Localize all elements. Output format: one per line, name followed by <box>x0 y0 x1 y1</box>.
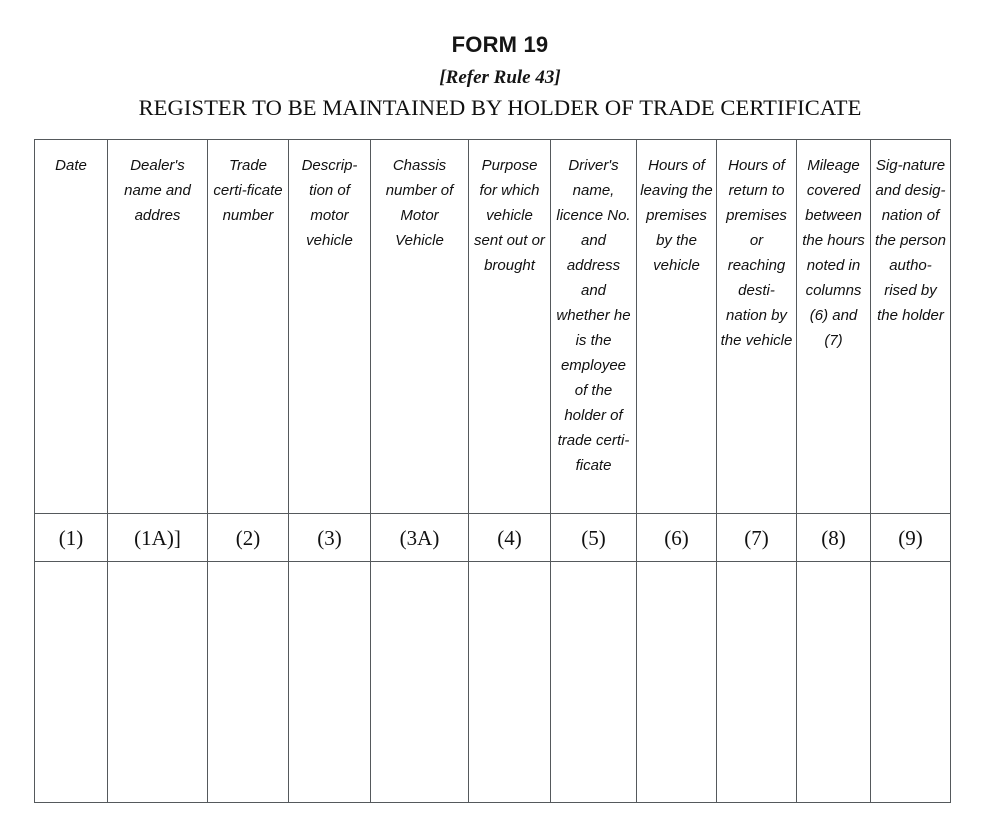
column-header-label: Hours of return to premises or reaching desti-nation by the vehicle <box>720 157 793 349</box>
column-header-dealer-name-address <box>108 140 208 514</box>
column-header-chassis-number <box>371 140 469 514</box>
title-block <box>0 0 1000 121</box>
column-header-date <box>35 140 108 514</box>
column-header-driver-details <box>551 140 637 514</box>
column-header-label: Mileage covered between the hours noted in columns (6) and (7) <box>802 157 865 349</box>
column-header-label: Dealer's name and addres <box>124 157 191 224</box>
column-number-label: (2) <box>235 525 261 550</box>
column-header-label: Sig-nature and desig-nation of the person autho-rised by the holder <box>875 157 946 324</box>
column-number-label: (7) <box>744 525 769 550</box>
column-number-cell <box>637 514 717 562</box>
entry-cell-chassis-number[interactable] <box>371 562 469 803</box>
entry-cell-date[interactable] <box>35 562 108 803</box>
entry-cell-driver-details[interactable] <box>551 562 637 803</box>
column-number-label: (6) <box>664 525 689 550</box>
column-number-label: (1A)] <box>134 525 181 550</box>
column-number-cell <box>717 514 797 562</box>
column-number-label: (3) <box>317 525 342 550</box>
column-number-label: (9) <box>898 525 923 550</box>
column-number-label: (4) <box>497 525 522 550</box>
entry-cell-description-of-motor-vehicle[interactable] <box>289 562 371 803</box>
column-number-cell <box>108 514 208 562</box>
column-header-label: Driver's name, licence No. and address and whether he is the employee of the holder of trade certi-ficate <box>556 157 631 474</box>
column-header-hours-of-return <box>717 140 797 514</box>
column-header-hours-of-leaving <box>637 140 717 514</box>
column-number-label: (1) <box>58 525 84 550</box>
column-header-label: Trade certi-ficate number <box>213 157 283 224</box>
refer-rule-subtitle: [Refer Rule 43] <box>439 67 561 88</box>
column-number-cell <box>208 514 289 562</box>
entry-cell-signature-designation[interactable] <box>871 562 951 803</box>
entry-cell-hours-of-leaving[interactable] <box>637 562 717 803</box>
column-header-label: Hours of leaving the premises by the vehicle <box>640 157 713 274</box>
table-column-number-row <box>35 514 951 562</box>
entry-cell-hours-of-return[interactable] <box>717 562 797 803</box>
column-number-label: (3A) <box>399 525 440 550</box>
column-number-cell <box>35 514 108 562</box>
column-header-label: Date <box>55 157 87 174</box>
column-number-cell <box>371 514 469 562</box>
column-header-trade-certificate-number <box>208 140 289 514</box>
entry-cell-mileage-covered[interactable] <box>797 562 871 803</box>
column-number-cell <box>797 514 871 562</box>
column-header-label: Purpose for which vehicle sent out or brought <box>474 157 545 274</box>
column-header-label: Chassis number of Motor Vehicle <box>385 157 454 249</box>
column-number-cell <box>871 514 951 562</box>
entry-cell-dealer-name-address[interactable] <box>108 562 208 803</box>
table-row <box>35 562 951 803</box>
table-header-row <box>35 140 951 514</box>
register-table <box>34 139 951 803</box>
form-title: FORM 19 <box>451 32 549 57</box>
entry-cell-purpose[interactable] <box>469 562 551 803</box>
column-number-label: (5) <box>581 525 606 550</box>
entry-cell-trade-certificate-number[interactable] <box>208 562 289 803</box>
column-header-label: Descrip-tion of motor vehicle <box>301 157 358 249</box>
column-number-cell <box>469 514 551 562</box>
column-number-label: (8) <box>821 525 846 550</box>
column-header-signature-designation <box>871 140 951 514</box>
column-header-description-of-motor-vehicle <box>289 140 371 514</box>
column-header-purpose <box>469 140 551 514</box>
register-heading: REGISTER TO BE MAINTAINED BY HOLDER OF TRADE CERTIFICATE <box>138 95 862 120</box>
column-number-cell <box>551 514 637 562</box>
column-number-cell <box>289 514 371 562</box>
column-header-mileage-covered <box>797 140 871 514</box>
